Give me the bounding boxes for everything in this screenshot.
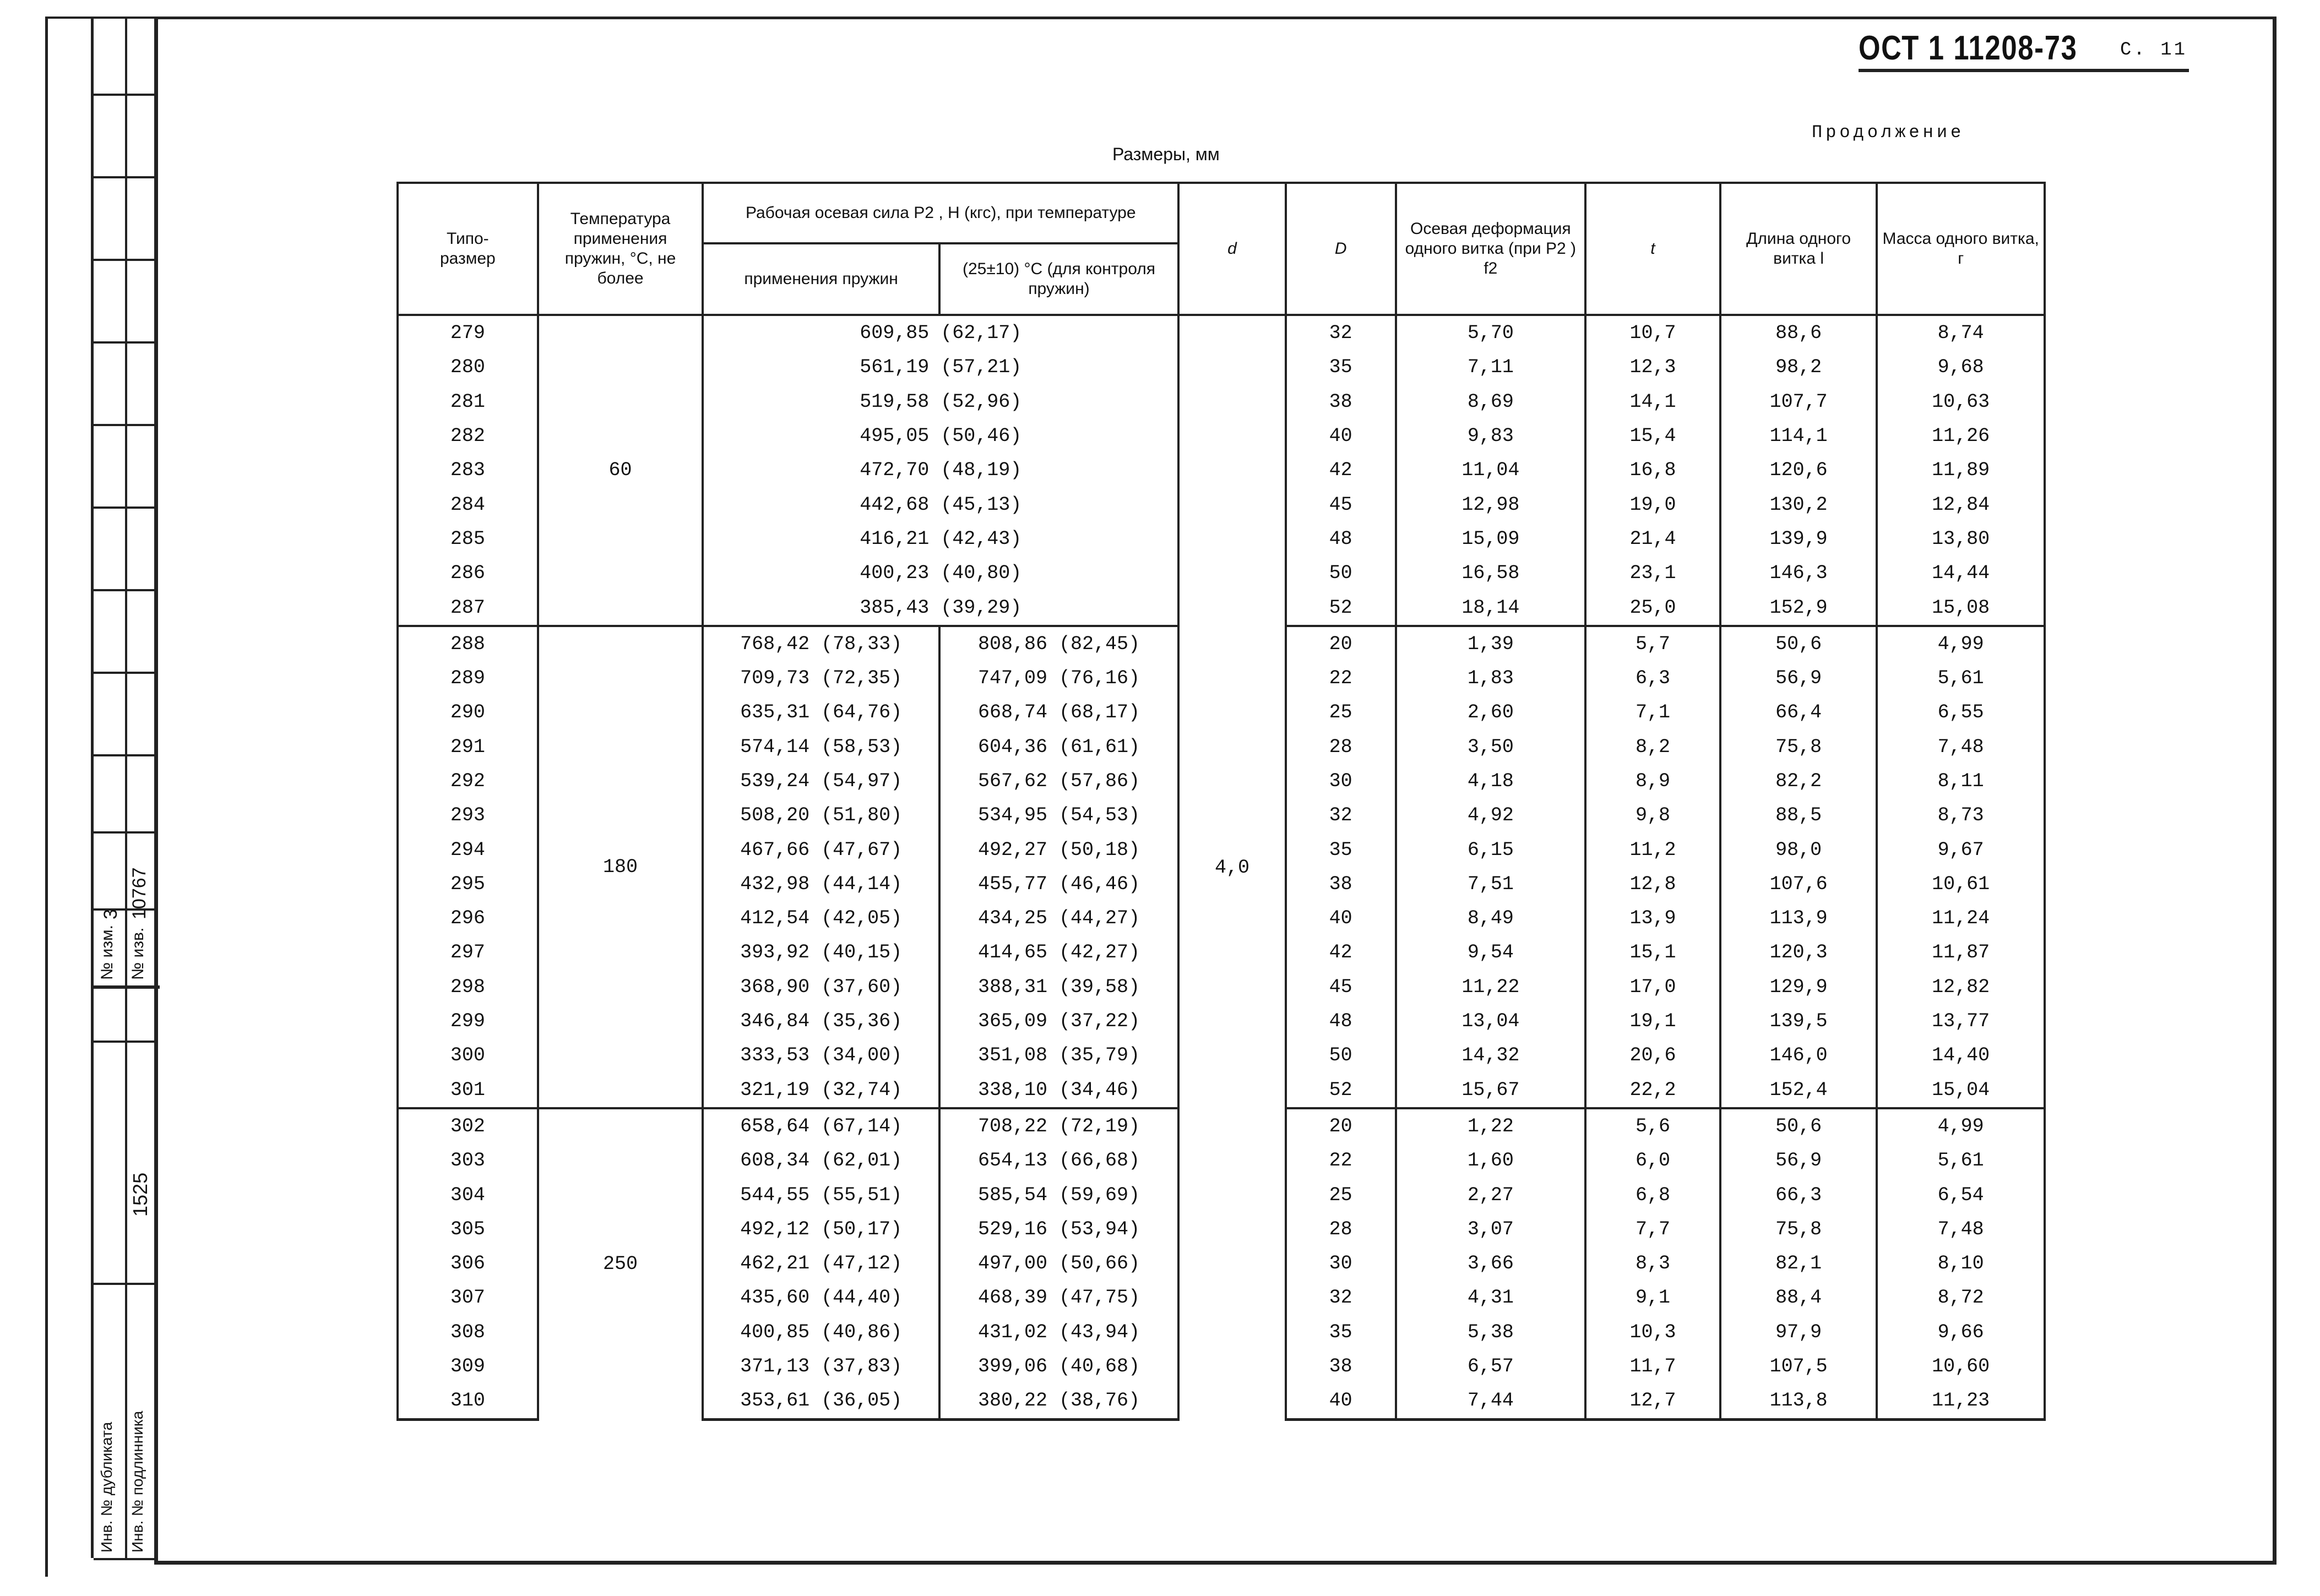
cell-length: 107,5 (1720, 1349, 1877, 1383)
cell-type: 307 (398, 1281, 538, 1315)
cell-force-ctrl: 455,77 (46,46) (939, 867, 1178, 901)
cell-mass: 8,73 (1877, 798, 2045, 832)
cell-length: 98,2 (1720, 350, 1877, 384)
cell-length: 107,6 (1720, 867, 1877, 901)
cell-mass: 11,87 (1877, 935, 2045, 969)
spring-parameters-table (396, 182, 2046, 1421)
cell-deformation: 7,51 (1396, 867, 1586, 901)
col-header-D: D (1286, 183, 1396, 315)
cell-t: 13,9 (1585, 901, 1720, 935)
cell-deformation: 3,07 (1396, 1212, 1586, 1246)
cell-mass: 12,84 (1877, 487, 2045, 521)
cell-force: 495,05 (50,46) (703, 419, 1178, 453)
cell-force: 442,68 (45,13) (703, 487, 1178, 521)
cell-deformation: 3,66 (1396, 1246, 1586, 1281)
cell-type: 303 (398, 1143, 538, 1178)
cell-deformation: 6,57 (1396, 1349, 1586, 1383)
cell-D: 38 (1286, 867, 1396, 901)
cell-mass: 4,99 (1877, 1108, 2045, 1143)
cell-force-ctrl: 399,06 (40,68) (939, 1349, 1178, 1383)
cell-deformation: 1,39 (1396, 626, 1586, 661)
cell-mass: 14,40 (1877, 1038, 2045, 1072)
cell-deformation: 5,70 (1396, 315, 1586, 350)
cell-mass: 11,89 (1877, 453, 2045, 487)
cell-deformation: 7,44 (1396, 1383, 1586, 1419)
cell-type: 310 (398, 1383, 538, 1419)
notice-label: № изв. (129, 927, 147, 980)
cell-deformation: 2,27 (1396, 1178, 1586, 1212)
cell-D: 35 (1286, 350, 1396, 384)
cell-force-app: 492,12 (50,17) (703, 1212, 939, 1246)
cell-t: 12,7 (1585, 1383, 1720, 1419)
side-stamp-strip (91, 17, 157, 1558)
cell-force: 416,21 (42,43) (703, 522, 1178, 556)
cell-force-ctrl: 585,54 (59,69) (939, 1178, 1178, 1212)
cell-mass: 9,66 (1877, 1315, 2045, 1349)
cell-force-app: 346,84 (35,36) (703, 1004, 939, 1038)
cell-mass: 7,48 (1877, 730, 2045, 764)
cell-mass: 9,67 (1877, 832, 2045, 867)
cell-force-app: 353,61 (36,05) (703, 1383, 939, 1419)
cell-t: 9,8 (1585, 798, 1720, 832)
cell-force-app: 574,14 (58,53) (703, 730, 939, 764)
cell-t: 11,7 (1585, 1349, 1720, 1383)
cell-type: 279 (398, 315, 538, 350)
cell-mass: 7,48 (1877, 1212, 2045, 1246)
cell-deformation: 2,60 (1396, 695, 1586, 729)
cell-length: 82,2 (1720, 764, 1877, 798)
cell-D: 38 (1286, 1349, 1396, 1383)
cell-force-ctrl: 468,39 (47,75) (939, 1281, 1178, 1315)
cell-D: 30 (1286, 764, 1396, 798)
cell-D: 48 (1286, 1004, 1396, 1038)
cell-deformation: 15,67 (1396, 1073, 1586, 1108)
col-header-mass: Масса одного витка, г (1877, 183, 2045, 315)
cell-type: 298 (398, 970, 538, 1004)
cell-mass: 8,11 (1877, 764, 2045, 798)
cell-type: 293 (398, 798, 538, 832)
cell-type: 296 (398, 901, 538, 935)
cell-length: 113,8 (1720, 1383, 1877, 1419)
cell-force-ctrl: 654,13 (66,68) (939, 1143, 1178, 1178)
cell-length: 146,0 (1720, 1038, 1877, 1072)
cell-length: 146,3 (1720, 556, 1877, 590)
cell-D: 25 (1286, 1178, 1396, 1212)
cell-type: 290 (398, 695, 538, 729)
cell-type: 284 (398, 487, 538, 521)
cell-D: 28 (1286, 1212, 1396, 1246)
cell-type: 286 (398, 556, 538, 590)
col-header-deformation: Осевая деформация одного витка (при P2 ) f2 (1396, 183, 1586, 315)
cell-force-ctrl: 365,09 (37,22) (939, 1004, 1178, 1038)
cell-type: 304 (398, 1178, 538, 1212)
cell-deformation: 1,83 (1396, 661, 1586, 695)
cell-type: 287 (398, 590, 538, 625)
cell-force-app: 435,60 (44,40) (703, 1281, 939, 1315)
continuation-label: Продолжение (1812, 122, 1965, 143)
cell-force-ctrl: 604,36 (61,61) (939, 730, 1178, 764)
cell-D: 32 (1286, 798, 1396, 832)
cell-t: 12,3 (1585, 350, 1720, 384)
cell-force-ctrl: 351,08 (35,79) (939, 1038, 1178, 1072)
cell-D: 20 (1286, 626, 1396, 661)
cell-D: 42 (1286, 935, 1396, 969)
col-header-type: Типо- размер (398, 183, 538, 315)
cell-mass: 11,26 (1877, 419, 2045, 453)
cell-t: 9,1 (1585, 1281, 1720, 1315)
cell-length: 56,9 (1720, 1143, 1877, 1178)
cell-deformation: 12,98 (1396, 487, 1586, 521)
cell-force-app: 400,85 (40,86) (703, 1315, 939, 1349)
cell-D: 50 (1286, 556, 1396, 590)
cell-D: 42 (1286, 453, 1396, 487)
notice-value: 10767 (129, 867, 150, 919)
cell-temp: 250 (538, 1108, 703, 1419)
cell-type: 309 (398, 1349, 538, 1383)
cell-deformation: 15,09 (1396, 522, 1586, 556)
cell-mass: 6,55 (1877, 695, 2045, 729)
cell-force-ctrl: 747,09 (76,16) (939, 661, 1178, 695)
cell-D: 35 (1286, 832, 1396, 867)
cell-force-app: 544,55 (55,51) (703, 1178, 939, 1212)
cell-mass: 8,74 (1877, 315, 2045, 350)
cell-deformation: 18,14 (1396, 590, 1586, 625)
cell-deformation: 14,32 (1396, 1038, 1586, 1072)
cell-t: 20,6 (1585, 1038, 1720, 1072)
cell-t: 19,0 (1585, 487, 1720, 521)
cell-length: 139,5 (1720, 1004, 1877, 1038)
cell-length: 139,9 (1720, 522, 1877, 556)
cell-length: 113,9 (1720, 901, 1877, 935)
cell-mass: 4,99 (1877, 626, 2045, 661)
cell-force-ctrl: 808,86 (82,45) (939, 626, 1178, 661)
cell-t: 14,1 (1585, 385, 1720, 419)
cell-force-app: 393,92 (40,15) (703, 935, 939, 969)
cell-force-app: 333,53 (34,00) (703, 1038, 939, 1072)
cell-mass: 13,77 (1877, 1004, 2045, 1038)
cell-force-app: 658,64 (67,14) (703, 1108, 939, 1143)
cell-deformation: 9,83 (1396, 419, 1586, 453)
cell-force-ctrl: 497,00 (50,66) (939, 1246, 1178, 1281)
cell-deformation: 11,04 (1396, 453, 1586, 487)
cell-mass: 12,82 (1877, 970, 2045, 1004)
cell-deformation: 6,15 (1396, 832, 1586, 867)
cell-D: 50 (1286, 1038, 1396, 1072)
cell-type: 289 (398, 661, 538, 695)
cell-force-ctrl: 708,22 (72,19) (939, 1108, 1178, 1143)
cell-t: 5,7 (1585, 626, 1720, 661)
cell-type: 308 (398, 1315, 538, 1349)
col-header-force-ctrl: (25±10) °С (для контроля пружин) (939, 243, 1178, 315)
cell-force-ctrl: 434,25 (44,27) (939, 901, 1178, 935)
cell-force-app: 709,73 (72,35) (703, 661, 939, 695)
cell-t: 21,4 (1585, 522, 1720, 556)
cell-D: 22 (1286, 661, 1396, 695)
cell-deformation: 1,22 (1396, 1108, 1586, 1143)
cell-deformation: 3,50 (1396, 730, 1586, 764)
cell-length: 107,7 (1720, 385, 1877, 419)
col-header-force: Рабочая осевая сила P2 , Н (кгс), при температуре (703, 183, 1178, 243)
cell-type: 295 (398, 867, 538, 901)
table-row (398, 315, 2045, 350)
cell-t: 6,0 (1585, 1143, 1720, 1178)
cell-t: 8,3 (1585, 1246, 1720, 1281)
page-number: С. 11 (2120, 40, 2188, 61)
cell-length: 75,8 (1720, 730, 1877, 764)
cell-D: 40 (1286, 1383, 1396, 1419)
cell-force-app: 462,21 (47,12) (703, 1246, 939, 1281)
cell-deformation: 9,54 (1396, 935, 1586, 969)
cell-type: 300 (398, 1038, 538, 1072)
cell-deformation: 16,58 (1396, 556, 1586, 590)
cell-length: 66,4 (1720, 695, 1877, 729)
cell-D: 40 (1286, 901, 1396, 935)
cell-d: 4,0 (1178, 315, 1286, 1419)
cell-force-ctrl: 567,62 (57,86) (939, 764, 1178, 798)
cell-force: 472,70 (48,19) (703, 453, 1178, 487)
cell-D: 20 (1286, 1108, 1396, 1143)
cell-force-app: 371,13 (37,83) (703, 1349, 939, 1383)
cell-length: 56,9 (1720, 661, 1877, 695)
cell-t: 7,7 (1585, 1212, 1720, 1246)
cell-length: 88,5 (1720, 798, 1877, 832)
cell-force-ctrl: 529,16 (53,94) (939, 1212, 1178, 1246)
cell-t: 7,1 (1585, 695, 1720, 729)
cell-t: 10,3 (1585, 1315, 1720, 1349)
cell-length: 130,2 (1720, 487, 1877, 521)
cell-deformation: 1,60 (1396, 1143, 1586, 1178)
cell-t: 6,3 (1585, 661, 1720, 695)
cell-force-app: 635,31 (64,76) (703, 695, 939, 729)
cell-mass: 11,24 (1877, 901, 2045, 935)
cell-deformation: 7,11 (1396, 350, 1586, 384)
cell-force-ctrl: 492,27 (50,18) (939, 832, 1178, 867)
cell-D: 45 (1286, 487, 1396, 521)
cell-force-app: 508,20 (51,80) (703, 798, 939, 832)
cell-force-app: 467,66 (47,67) (703, 832, 939, 867)
cell-deformation: 4,18 (1396, 764, 1586, 798)
cell-temp: 60 (538, 315, 703, 626)
cell-t: 16,8 (1585, 453, 1720, 487)
cell-D: 38 (1286, 385, 1396, 419)
cell-length: 97,9 (1720, 1315, 1877, 1349)
cell-force: 385,43 (39,29) (703, 590, 1178, 625)
cell-D: 48 (1286, 522, 1396, 556)
table-body (398, 315, 2045, 1419)
cell-force-app: 321,19 (32,74) (703, 1073, 939, 1108)
cell-force-app: 608,34 (62,01) (703, 1143, 939, 1178)
cell-mass: 6,54 (1877, 1178, 2045, 1212)
cell-force-ctrl: 668,74 (68,17) (939, 695, 1178, 729)
cell-t: 15,4 (1585, 419, 1720, 453)
col-header-temp: Температура применения пружин, °С, не более (538, 183, 703, 315)
cell-force: 519,58 (52,96) (703, 385, 1178, 419)
cell-type: 291 (398, 730, 538, 764)
cell-temp: 180 (538, 626, 703, 1108)
cell-t: 19,1 (1585, 1004, 1720, 1038)
cell-t: 12,8 (1585, 867, 1720, 901)
cell-type: 302 (398, 1108, 538, 1143)
cell-type: 301 (398, 1073, 538, 1108)
cell-length: 88,6 (1720, 315, 1877, 350)
cell-force-ctrl: 534,95 (54,53) (939, 798, 1178, 832)
document-code: ОСТ 1 11208-73 (1859, 29, 2078, 67)
cell-D: 52 (1286, 590, 1396, 625)
cell-deformation: 5,38 (1396, 1315, 1586, 1349)
cell-mass: 9,68 (1877, 350, 2045, 384)
cell-t: 15,1 (1585, 935, 1720, 969)
cell-D: 45 (1286, 970, 1396, 1004)
cell-length: 120,6 (1720, 453, 1877, 487)
col-header-length: Длина одного витка l (1720, 183, 1877, 315)
cell-force: 609,85 (62,17) (703, 315, 1178, 350)
cell-force-ctrl: 338,10 (34,46) (939, 1073, 1178, 1108)
cell-force-ctrl: 431,02 (43,94) (939, 1315, 1178, 1349)
cell-length: 50,6 (1720, 1108, 1877, 1143)
cell-length: 82,1 (1720, 1246, 1877, 1281)
cell-deformation: 8,49 (1396, 901, 1586, 935)
cell-type: 281 (398, 385, 538, 419)
cell-length: 98,0 (1720, 832, 1877, 867)
cell-type: 294 (398, 832, 538, 867)
cell-force: 561,19 (57,21) (703, 350, 1178, 384)
cell-force-app: 368,90 (37,60) (703, 970, 939, 1004)
cell-type: 285 (398, 522, 538, 556)
cell-length: 129,9 (1720, 970, 1877, 1004)
cell-mass: 15,04 (1877, 1073, 2045, 1108)
cell-type: 280 (398, 350, 538, 384)
orig-label: Инв. № подлинника (129, 1410, 146, 1553)
cell-t: 22,2 (1585, 1073, 1720, 1108)
col-header-t: t (1585, 183, 1720, 315)
cell-force-app: 432,98 (44,14) (703, 867, 939, 901)
cell-D: 30 (1286, 1246, 1396, 1281)
cell-force-ctrl: 380,22 (38,76) (939, 1383, 1178, 1419)
cell-length: 66,3 (1720, 1178, 1877, 1212)
cell-length: 152,9 (1720, 590, 1877, 625)
cell-D: 25 (1286, 695, 1396, 729)
cell-deformation: 8,69 (1396, 385, 1586, 419)
cell-deformation: 4,31 (1396, 1281, 1586, 1315)
cell-D: 22 (1286, 1143, 1396, 1178)
cell-mass: 13,80 (1877, 522, 2045, 556)
cell-deformation: 11,22 (1396, 970, 1586, 1004)
cell-mass: 11,23 (1877, 1383, 2045, 1419)
cell-mass: 10,63 (1877, 385, 2045, 419)
cell-mass: 5,61 (1877, 661, 2045, 695)
cell-type: 292 (398, 764, 538, 798)
cell-type: 297 (398, 935, 538, 969)
cell-mass: 5,61 (1877, 1143, 2045, 1178)
cell-D: 35 (1286, 1315, 1396, 1349)
cell-D: 40 (1286, 419, 1396, 453)
cell-force-ctrl: 388,31 (39,58) (939, 970, 1178, 1004)
cell-type: 282 (398, 419, 538, 453)
cell-t: 6,8 (1585, 1178, 1720, 1212)
cell-type: 305 (398, 1212, 538, 1246)
cell-t: 8,9 (1585, 764, 1720, 798)
cell-t: 8,2 (1585, 730, 1720, 764)
header-underline (1859, 69, 2189, 72)
cell-type: 288 (398, 626, 538, 661)
cell-force-ctrl: 414,65 (42,27) (939, 935, 1178, 969)
cell-deformation: 13,04 (1396, 1004, 1586, 1038)
cell-length: 88,4 (1720, 1281, 1877, 1315)
cell-length: 120,3 (1720, 935, 1877, 969)
cell-D: 32 (1286, 315, 1396, 350)
cell-deformation: 4,92 (1396, 798, 1586, 832)
cell-force-app: 412,54 (42,05) (703, 901, 939, 935)
cell-D: 32 (1286, 1281, 1396, 1315)
cell-t: 5,6 (1585, 1108, 1720, 1143)
rev-value: 3 (100, 909, 121, 919)
cell-mass: 10,61 (1877, 867, 2045, 901)
cell-mass: 14,44 (1877, 556, 2045, 590)
cell-type: 283 (398, 453, 538, 487)
rev-label: № изм. (98, 925, 116, 980)
col-header-d: d (1178, 183, 1286, 315)
cell-force-app: 768,42 (78,33) (703, 626, 939, 661)
col-header-force-app: применения пружин (703, 243, 939, 315)
cell-D: 28 (1286, 730, 1396, 764)
cell-t: 11,2 (1585, 832, 1720, 867)
cell-t: 25,0 (1585, 590, 1720, 625)
cell-length: 50,6 (1720, 626, 1877, 661)
cell-length: 152,4 (1720, 1073, 1877, 1108)
cell-length: 114,1 (1720, 419, 1877, 453)
cell-force: 400,23 (40,80) (703, 556, 1178, 590)
cell-length: 75,8 (1720, 1212, 1877, 1246)
dup-label: Инв. № дубликата (98, 1421, 115, 1553)
cell-mass: 10,60 (1877, 1349, 2045, 1383)
cell-t: 17,0 (1585, 970, 1720, 1004)
cell-D: 52 (1286, 1073, 1396, 1108)
cell-t: 23,1 (1585, 556, 1720, 590)
dimensions-note: Размеры, мм (1112, 144, 1220, 164)
cell-mass: 15,08 (1877, 590, 2045, 625)
cell-force-app: 539,24 (54,97) (703, 764, 939, 798)
cell-type: 306 (398, 1246, 538, 1281)
stamp-value: 1525 (129, 1172, 151, 1217)
cell-mass: 8,72 (1877, 1281, 2045, 1315)
cell-type: 299 (398, 1004, 538, 1038)
cell-t: 10,7 (1585, 315, 1720, 350)
cell-mass: 8,10 (1877, 1246, 2045, 1281)
